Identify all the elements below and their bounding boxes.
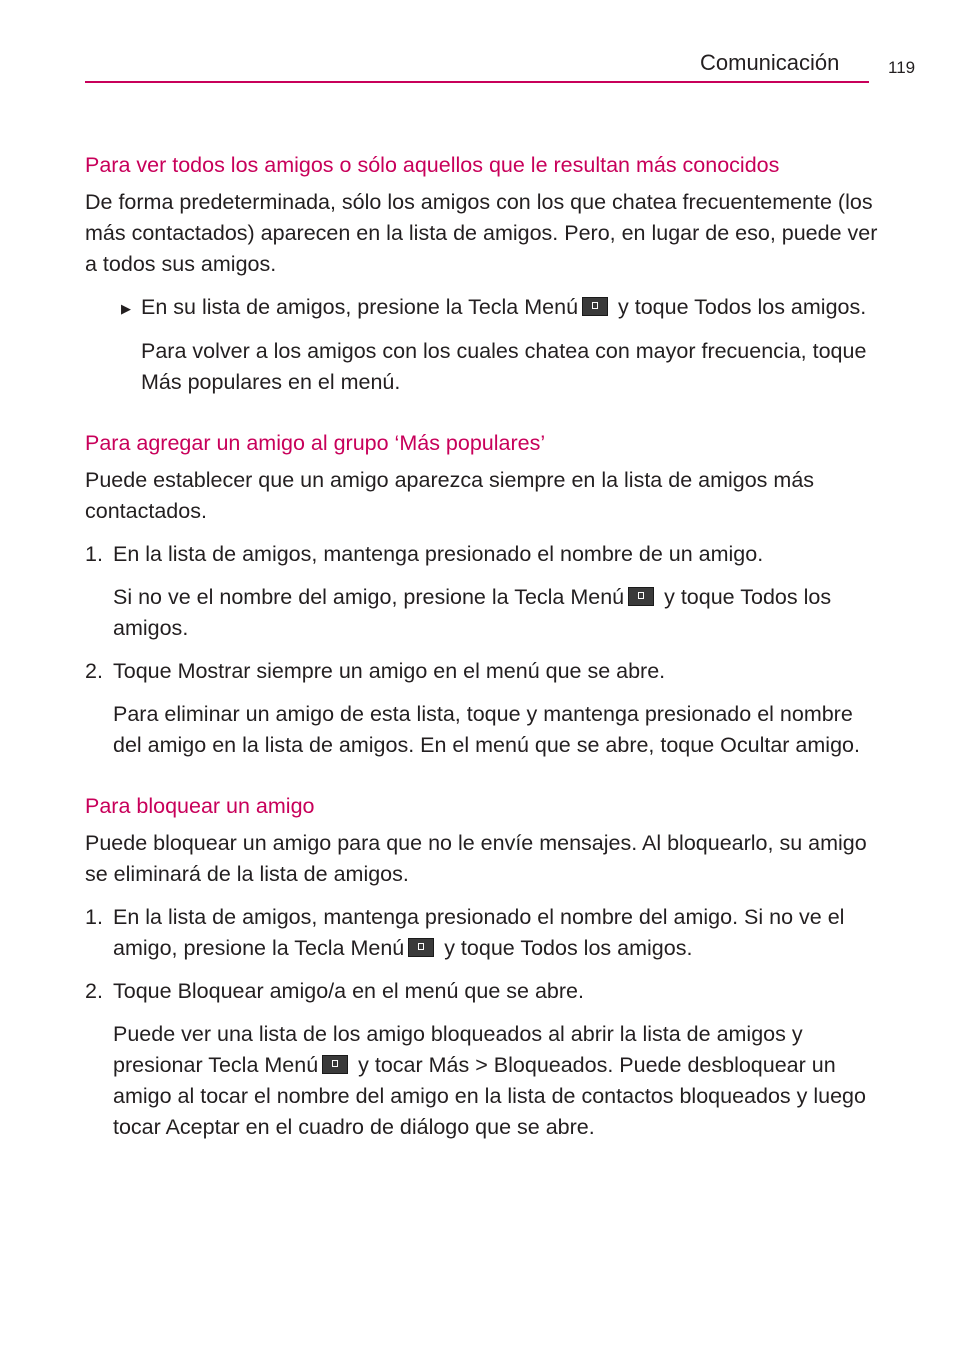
option-label: Todos los amigos — [520, 936, 687, 960]
bullet-text: En su lista de amigos, presione la Tecla Menú y toque Todos los amigos. — [141, 295, 867, 319]
page-header-title: Comunicación — [700, 50, 840, 75]
step-note: Para eliminar un amigo de esta lista, toque y mantenga presionado el nombre del amigo en la lista de amigos. En el menú que se abre, toque Ocultar amigo. — [113, 702, 860, 757]
bullet-note: Para volver a los amigos con los cuales chatea con mayor frecuencia, toque Más populares en el menú. — [141, 339, 867, 394]
section-heading-block-friend: Para bloquear un amigo — [85, 794, 315, 818]
step-item — [85, 976, 885, 1007]
option-label: Mostrar siempre un amigo — [177, 659, 428, 683]
section-intro: De forma predeterminada, sólo los amigos con los que chatea frecuentemente (los más contactados) aparecen en la lista de amigos. Pero, en lugar de eso, puede ver a todos sus amigos. — [85, 190, 878, 276]
step-item — [85, 902, 885, 964]
menu-key-label: Tecla Menú — [208, 1053, 319, 1077]
section-heading-add-friend: Para agregar un amigo al grupo ‘Más populares’ — [85, 431, 546, 455]
menu-key-icon — [322, 1055, 348, 1074]
option-label: Ocultar amigo — [720, 733, 854, 757]
option-label: Más populares — [141, 370, 283, 394]
section-intro: Puede bloquear un amigo para que no le envíe mensajes. Al bloquearlo, su amigo se eliminará de la lista de amigos. — [85, 831, 867, 886]
menu-key-label: Tecla Menú — [514, 585, 625, 609]
step-text: Toque Bloquear amigo/a en el menú que se abre. — [113, 979, 584, 1003]
menu-key-icon — [408, 938, 434, 957]
step-number: 1. — [85, 542, 103, 566]
step-text: En la lista de amigos, mantenga presionado el nombre del amigo. Si no ve el amigo, presione la Tecla Menú y toque Todos los amigos. — [113, 905, 845, 960]
option-label: Todos los amigos — [113, 585, 832, 640]
menu-key-label: Tecla Menú — [468, 295, 579, 319]
step-number: 2. — [85, 659, 103, 683]
page-content — [85, 150, 885, 1155]
bullet-arrow-icon: ▶ — [121, 301, 131, 316]
header-divider — [85, 81, 869, 83]
section-heading-view-friends: Para ver todos los amigos o sólo aquellos que le resultan más conocidos — [85, 153, 780, 177]
menu-key-label: Tecla Menú — [294, 936, 405, 960]
step-item — [85, 539, 885, 570]
bullet-item — [121, 292, 885, 324]
step-text: Toque Mostrar siempre un amigo en el menú que se abre. — [113, 659, 666, 683]
step-text: En la lista de amigos, mantenga presionado el nombre de un amigo. — [113, 542, 764, 566]
page-number: 119 — [888, 58, 916, 77]
option-label: Bloqueados — [493, 1053, 608, 1077]
step-note: Si no ve el nombre del amigo, presione la Tecla Menú y toque Todos los amigos. — [113, 585, 832, 640]
option-label: Más — [428, 1053, 470, 1077]
step-item — [85, 656, 885, 687]
section-intro: Puede establecer que un amigo aparezca siempre en la lista de amigos más contactados. — [85, 468, 815, 523]
step-number: 1. — [85, 905, 103, 929]
option-label: Todos los amigos — [694, 295, 861, 319]
step-number: 2. — [85, 979, 103, 1003]
option-label: Aceptar — [165, 1115, 240, 1139]
option-label: Bloquear amigo/a — [177, 979, 347, 1003]
step-note: Puede ver una lista de los amigo bloqueados al abrir la lista de amigos y presionar Tecla Menú y tocar Más > Bloqueados. Puede desbloquear un amigo al tocar el nombre del amigo en la lista de contactos bloqueados y luego tocar Aceptar en el cuadro de diálogo que se abre. — [113, 1022, 866, 1139]
menu-key-icon — [628, 587, 654, 606]
menu-key-icon — [582, 297, 608, 316]
